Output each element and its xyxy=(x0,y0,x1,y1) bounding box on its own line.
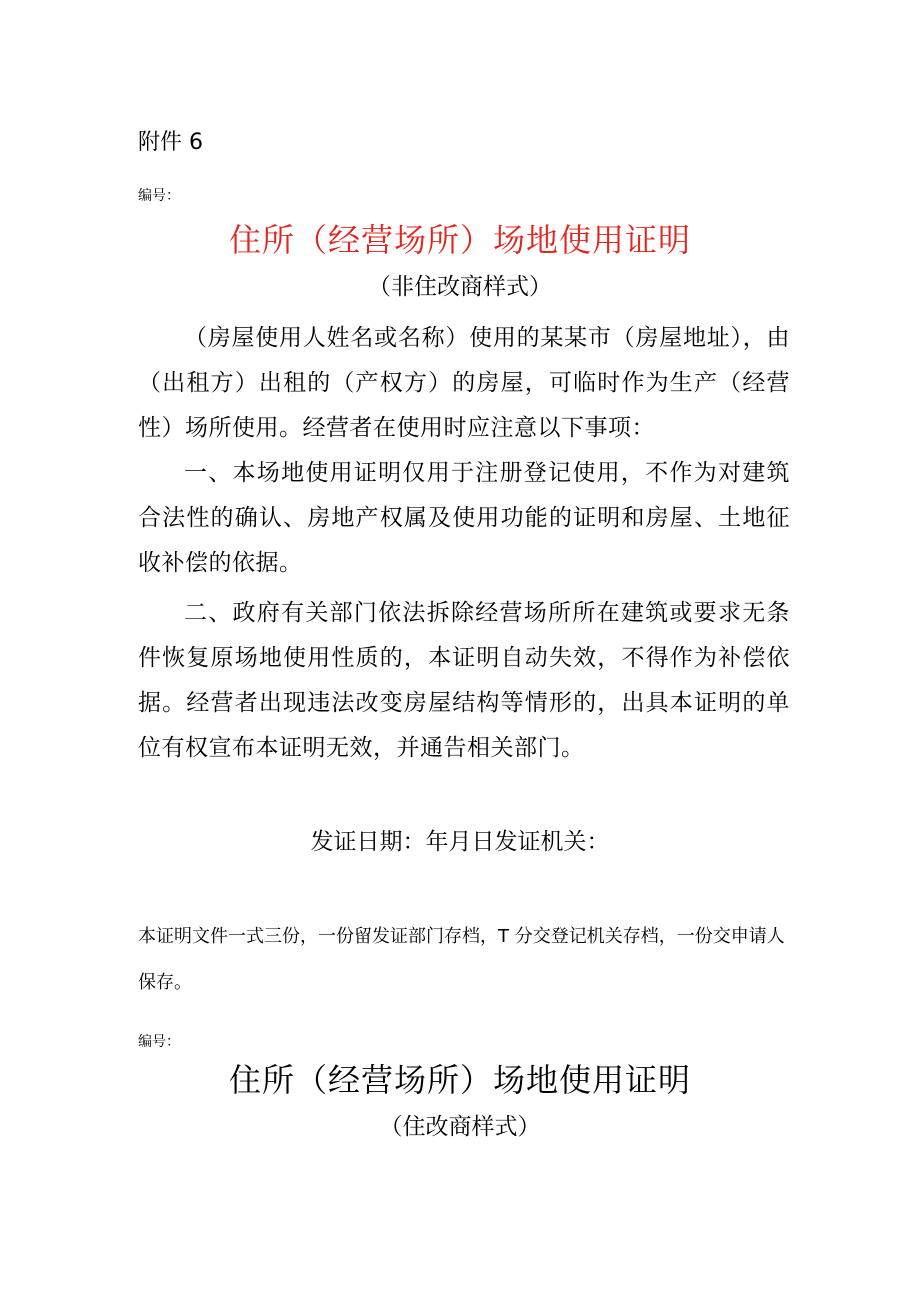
certificate-subtitle-2: （住改商样式） xyxy=(379,1114,541,1140)
certificate-title: 住所（经营场所）场地使用证明 xyxy=(228,221,691,259)
serial-number-label-2: 编号： xyxy=(138,1034,180,1050)
serial-number-label: 编号： xyxy=(138,188,180,204)
issue-date-authority-line: 发证日期：年月日发证机关： xyxy=(310,829,610,855)
body-paragraph-item-2: 二、政府有关部门依法拆除经营场所所在建筑或要求无条件恢复原场地使用性质的，本证明自动失效，不得作为补偿依据。经营者出现违法改变房屋结构等情形的，出具本证明的单位有权宣布本证明无效，并通告相关部门。 xyxy=(138,600,790,761)
certificate-title-2: 住所（经营场所）场地使用证明 xyxy=(228,1061,691,1099)
body-paragraph-item-1: 一、本场地使用证明仅用于注册登记使用，不作为对建筑合法性的确认、房地产权属及使用功能的证明和房屋、土地征收补偿的依据。 xyxy=(138,460,790,576)
attachment-label: 附件 6 xyxy=(138,130,203,155)
body-paragraph-intro: （房屋使用人姓名或名称）使用的某某市（房屋地址），由（出租方）出租的（产权方）的房屋，可临时作为生产（经营性）场所使用。经营者在使用时应注意以下事项： xyxy=(138,325,790,441)
certificate-subtitle: （非住改商样式） xyxy=(368,274,552,300)
copies-note: 本证明文件一式三份，一份留发证部门存档，T 分交登记机关存档，一份交申请人保存。 xyxy=(138,926,785,993)
